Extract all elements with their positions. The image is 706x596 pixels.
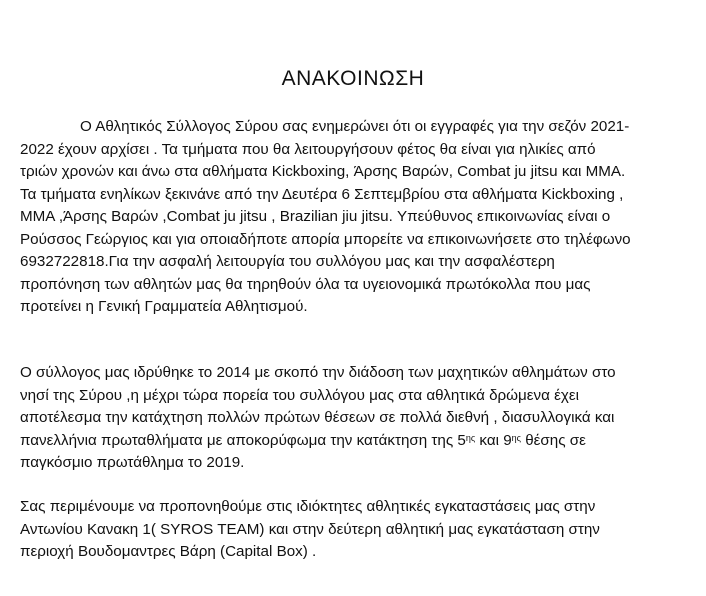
paragraph-registration	[20, 116, 700, 319]
text-line: αποτέλεσμα την κατάχτηση πολλών πρώτων θέσεων σε πολλά διεθνή , διασυλλογικά και	[20, 409, 615, 426]
text-line: προτείνει η Γενική Γραμματεία Αθλητισμού.	[20, 298, 308, 315]
text-line: Αντωνίου Κανακη 1( SYROS TEAM) και στην δεύτερη αθλητική μας εγκατάσταση στην	[20, 520, 600, 538]
text-line: Ο Αθλητικός Σύλλογος Σύρου σας ενημερώνει ότι οι εγγραφές για την σεζόν 2021-	[80, 118, 630, 135]
text-line: προπόνηση των αθλητών μας θα τηρηθούν όλα τα υγειονομικά πρωτόκολλα που μας	[20, 275, 591, 293]
text-line: παγκόσμιο πρωτάθλημα το 2019.	[20, 454, 245, 471]
text-line: Σας περιμένουμε να προπονηθούμε στις ιδιόκτητες αθλητικές εγκαταστάσεις μας στην	[20, 498, 596, 515]
text-line: περιοχή Βουδομαντρες Βάρη (Capital Box) .	[20, 543, 317, 560]
page-title: ΑΝΑΚΟΙΝΩΣΗ	[281, 67, 425, 90]
text-fragment: πανελλήνια πρωταθλήματα με αποκορύφωμα την κατάκτηση της 5	[20, 431, 466, 449]
text-line: τριών χρονών και άνω στα αθλήματα Kickboxing, Άρσης Βαρών, Combat ju jitsu και MMA.	[20, 163, 626, 180]
text-line: MMA ,Άρσης Βαρών ,Combat ju jitsu , Brazilian jiu jitsu. Υπεύθυνος επικοινωνίας είναι ο	[20, 208, 611, 225]
text-line: Ρούσσος Γεώργιος και για οποιαδήποτε απορία μπορείτε να επικοινωνήσετε στο τηλέφωνο	[20, 230, 631, 248]
text-line: Ο σύλλογος μας ιδρύθηκε το 2014 με σκοπό την διάδοση των μαχητικών αθλημάτων στο	[20, 364, 616, 381]
ordinal-suffix: ης	[465, 432, 476, 443]
text-line: Τα τμήματα ενηλίκων ξεκινάνε από την Δευτέρα 6 Σεπτεμβρίου στα αθλήματα Kickboxing ,	[20, 185, 624, 203]
paragraph-history	[20, 362, 700, 475]
ordinal-suffix: ης	[511, 432, 521, 443]
text-line: 2022 έχουν αρχίσει . Τα τμήματα που θα λειτουργήσουν φέτος θα είναι για ηλικίες από	[20, 140, 596, 158]
text-fragment: και 9	[475, 431, 512, 449]
text-line: νησί της Σύρου ,η μέχρι τώρα πορεία του συλλόγου μας στα αθλητικά δρώμενα έχει	[20, 386, 580, 404]
text-line-achievements	[20, 430, 700, 453]
paragraph-facilities	[20, 496, 700, 564]
text-line: 6932722818.Για την ασφαλή λειτουργία του συλλόγου μας και την ασφαλέστερη	[20, 253, 555, 270]
text-fragment: θέσης σε	[521, 431, 586, 449]
